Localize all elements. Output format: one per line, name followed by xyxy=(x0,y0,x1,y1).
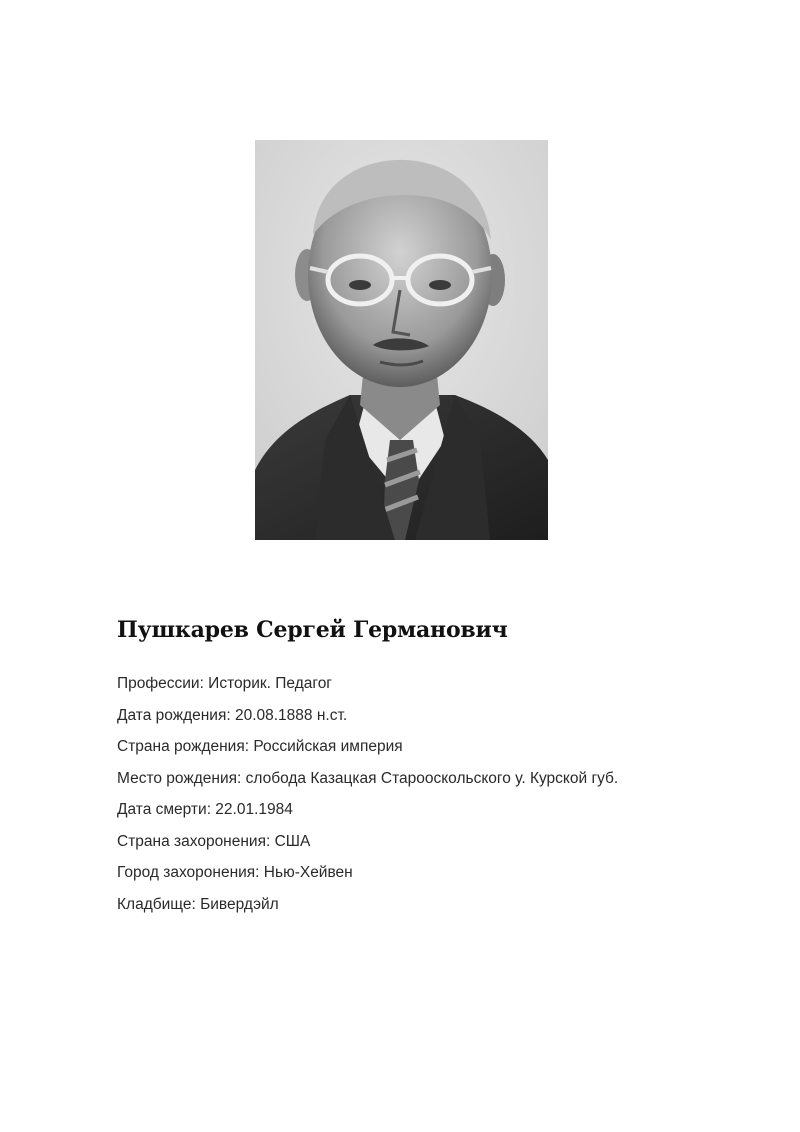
portrait-photo xyxy=(255,140,548,540)
fact-death-date: Дата смерти: 22.01.1984 xyxy=(117,801,293,818)
fact-birth-place: Место рождения: слобода Казацкая Старооскольского у. Курской губ. xyxy=(117,769,619,787)
person-name: Пушкарев Сергей Германович xyxy=(117,617,508,643)
fact-burial-country: Страна захоронения: США xyxy=(117,832,311,850)
fact-birth-country: Страна рождения: Российская империя xyxy=(117,738,403,755)
fact-cemetery: Кладбище: Бивердэйл xyxy=(117,895,279,913)
biography-facts xyxy=(117,674,618,926)
fact-birth-date: Дата рождения: 20.08.1888 н.ст. xyxy=(117,706,348,724)
fact-professions: Профессии: Историк. Педагог xyxy=(117,675,332,692)
fact-burial-city: Город захоронения: Нью-Хейвен xyxy=(117,864,353,881)
